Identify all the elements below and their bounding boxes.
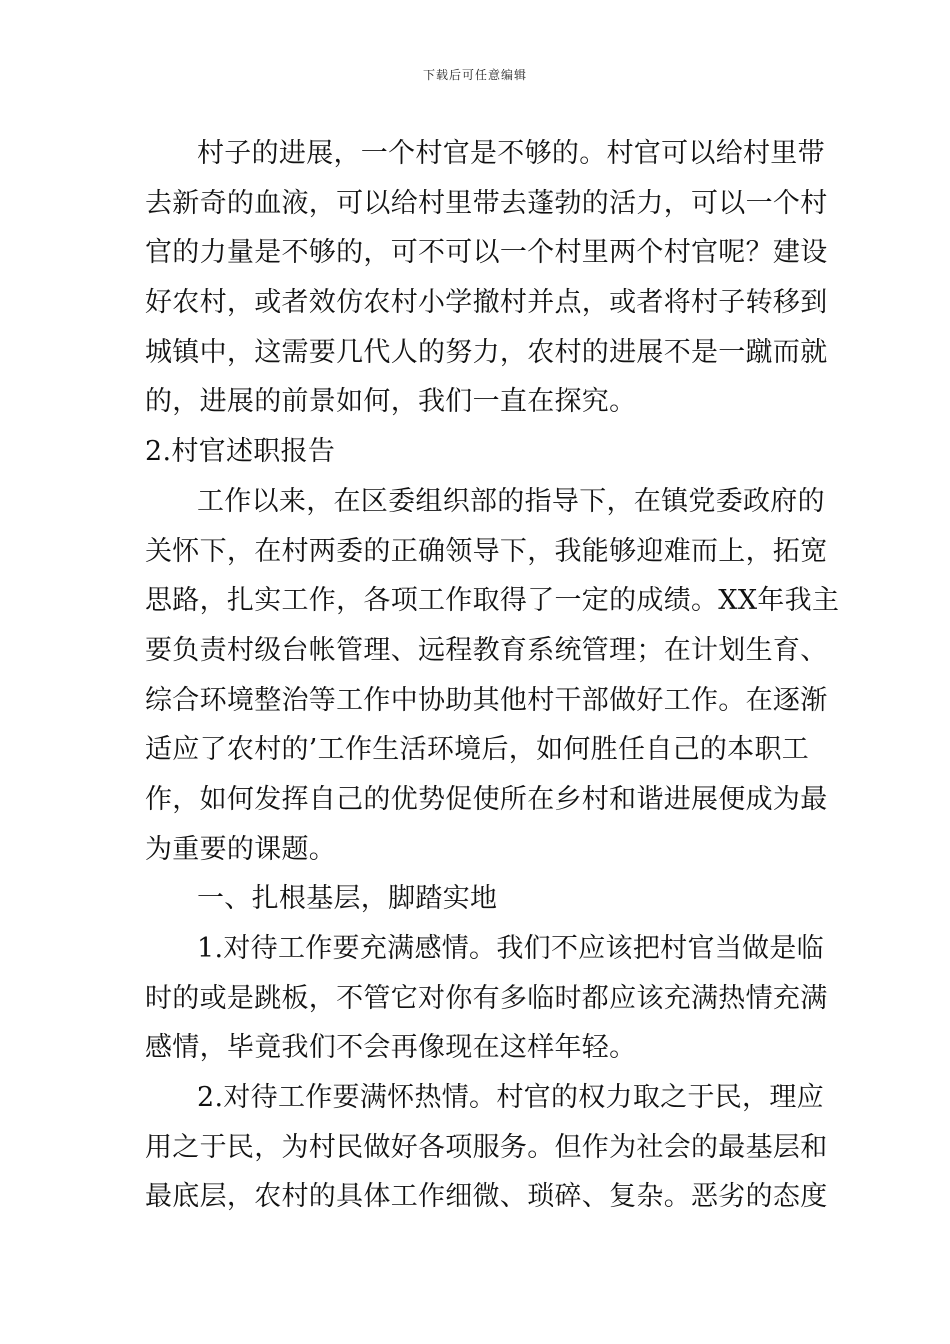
text-line: 适应了农村的’工作生活环境后，如何胜任自己的本职工 [145,734,810,766]
document-body [145,129,840,1222]
text-line: 去新奇的血液，可以给村里带去蓬勃的活力，可以一个村 [145,187,828,219]
text-line: 思路，扎实工作，各项工作取得了一定的成绩。XX年我主 [145,585,840,617]
text-line: 工作以来，在区委组织部的指导下，在镇党委政府的 [197,485,825,517]
section-heading: 2.村官述职报告 [145,436,336,468]
text-line: 要负责村级台帐管理、远程教育系统管理；在计划生育、 [145,634,828,666]
text-line: 综合环境整治等工作中协助其他村干部做好工作。在逐渐 [145,684,828,716]
header-note: 下载后可任意编辑 [422,68,527,82]
text-line: 关怀下，在村两委的正确领导下，我能够迎难而上，拓宽 [145,535,828,567]
text-line: 1.对待工作要充满感情。我们不应该把村官当做是临 [197,933,824,964]
text-line: 好农村，或者效仿农村小学撤村并点，或者将村子转移到 [145,287,828,319]
text-line: 2.对待工作要满怀热情。村官的权力取之于民，理应 [197,1082,824,1114]
text-line: 村子的进展，一个村官是不够的。村官可以给村里带 [197,138,825,169]
text-line: 为重要的课题。 [145,833,337,865]
text-line: 官的力量是不够的，可不可以一个村里两个村官呢？建设 [145,237,828,269]
text-line: 时的或是跳板，不管它对你有多临时都应该充满热情充满 [145,982,828,1014]
text-line: 最底层，农村的具体工作细微、琐碎、复杂。恶劣的态度 [145,1181,828,1213]
text-line: 城镇中，这需要几代人的努力，农村的进展不是一蹴而就 [145,336,828,368]
text-line: 作，如何发挥自己的优势促使所在乡村和谐进展便成为最 [145,783,828,815]
text-line: 用之于民，为村民做好各项服务。但作为社会的最基层和 [145,1131,828,1163]
subheading: 一、扎根基层，脚踏实地 [197,883,498,915]
text-line: 的，进展的前景如何，我们一直在探究。 [145,386,637,418]
text-line: 感情，毕竟我们不会再像现在这样年轻。 [145,1032,637,1064]
